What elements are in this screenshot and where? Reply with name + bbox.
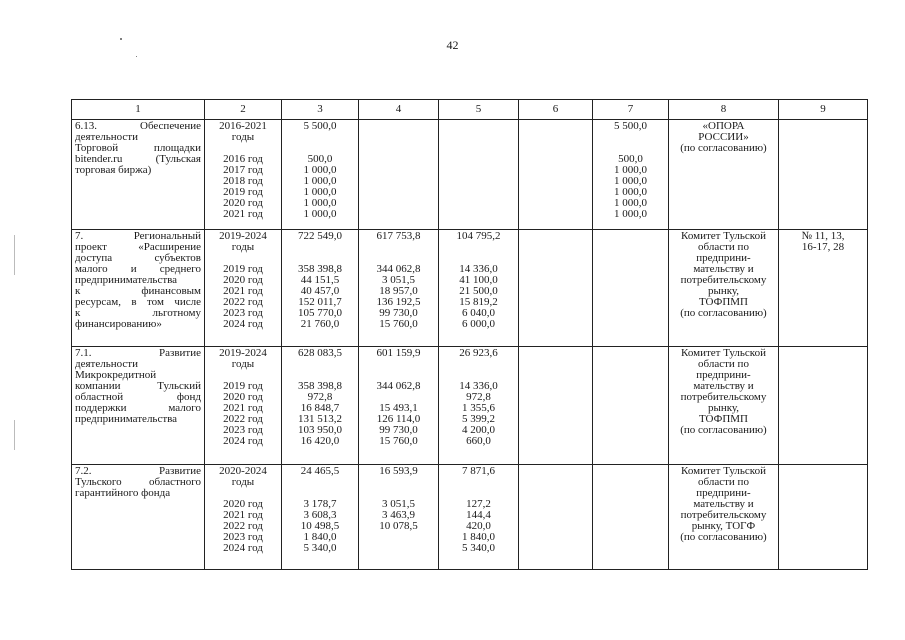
cell-value: 18 957,0 xyxy=(379,285,418,297)
cell-value: 2020 год xyxy=(223,498,263,510)
cell-value: 2023 год xyxy=(223,424,263,436)
cell-value xyxy=(442,359,515,370)
cell-value: 14 336,0 xyxy=(459,263,498,275)
responsible-executor-cell xyxy=(669,465,779,570)
cell-value xyxy=(362,532,435,543)
cell-value: 16 593,9 xyxy=(379,465,418,477)
executor-line: (по согласованию) xyxy=(680,531,767,543)
header-cell: 2 xyxy=(205,100,282,120)
regional-budget-cell xyxy=(439,347,519,465)
cell-value: 2018 год xyxy=(223,175,263,187)
activity-name-line: областной фонд xyxy=(75,391,201,403)
indicator-line: 16-17, 28 xyxy=(801,241,845,253)
executor-line: потребительскому xyxy=(680,274,767,286)
cell-value: 1 000,0 xyxy=(303,197,337,209)
cell-value: 2022 год xyxy=(223,520,263,532)
cell-value: 3 608,3 xyxy=(303,509,337,521)
cell-value: 1 000,0 xyxy=(614,208,647,220)
cell-value: 136 192,5 xyxy=(376,296,421,308)
cell-value: 2021 год xyxy=(223,402,263,414)
local-budget-cell xyxy=(519,465,593,570)
cell-value: 972,8 xyxy=(466,391,491,403)
scan-speck xyxy=(136,56,137,57)
cell-value: 7 871,6 xyxy=(462,465,495,477)
local-budget-cell xyxy=(519,120,593,230)
activity-name-line: 7.1. Развитие xyxy=(75,347,201,359)
executor-line: рынку, xyxy=(707,285,740,297)
activity-name-line: доступа субъектов xyxy=(75,252,201,264)
activity-name-line: компании Тульский xyxy=(75,380,201,392)
activity-name-line: проект «Расширение xyxy=(75,241,201,253)
activity-name-cell xyxy=(72,465,205,570)
cell-value: 15 760,0 xyxy=(379,318,418,330)
federal-budget-cell xyxy=(359,120,439,230)
cell-value: 44 151,5 xyxy=(300,274,340,286)
cell-value xyxy=(285,242,355,253)
cell-value: 2021 год xyxy=(223,208,263,220)
cell-value: 152 011,7 xyxy=(298,296,342,308)
period-cell xyxy=(205,120,282,230)
executor-line: потребительскому xyxy=(680,391,767,403)
cell-value: 2024 год xyxy=(223,542,263,554)
header-cell: 9 xyxy=(779,100,868,120)
executor-line: Комитет Тульской xyxy=(681,465,766,477)
responsible-executor-cell xyxy=(669,120,779,230)
executor-line: предприни- xyxy=(696,487,751,499)
cell-value: 144,4 xyxy=(466,509,491,521)
header-row xyxy=(72,100,868,120)
cell-value: 2020 год xyxy=(223,274,263,286)
cell-value: 1 840,0 xyxy=(303,531,337,543)
executor-line: (по согласованию) xyxy=(680,307,767,319)
period-cell xyxy=(205,347,282,465)
activity-name-line: Микрокредитной xyxy=(75,369,157,381)
executor-line: (по согласованию) xyxy=(680,424,767,436)
executor-line: области по xyxy=(698,358,749,370)
cell-value: 2024 год xyxy=(223,318,263,330)
cell-value: 628 083,5 xyxy=(298,347,342,359)
cell-value: 1 840,0 xyxy=(462,531,495,543)
cell-value: 2024 год xyxy=(223,435,263,447)
table-row xyxy=(72,120,868,230)
other-sources-cell xyxy=(593,120,669,230)
cell-value: 127,2 xyxy=(466,498,491,510)
cell-value: 344 062,8 xyxy=(376,380,421,392)
cell-value: 2017 год xyxy=(223,164,263,176)
executor-line: рынку, ТОГФ xyxy=(691,520,756,532)
cell-value xyxy=(285,477,355,488)
executor-line: ТОФПМП xyxy=(698,413,748,425)
executor-line: рынку, xyxy=(707,402,740,414)
executor-line: Комитет Тульской xyxy=(681,347,766,359)
cell-value: 5 399,2 xyxy=(462,413,495,425)
cell-value: 10 078,5 xyxy=(379,520,418,532)
cell-value: 2023 год xyxy=(223,307,263,319)
cell-value: годы xyxy=(231,131,255,143)
cell-value xyxy=(362,242,435,253)
cell-value: 41 100,0 xyxy=(459,274,498,286)
activity-name-line: Торговой площадки xyxy=(75,142,201,154)
cell-value: 1 000,0 xyxy=(303,208,337,220)
cell-value xyxy=(596,132,665,143)
cell-value: 2019 год xyxy=(223,186,263,198)
cell-value xyxy=(362,359,435,370)
local-budget-cell xyxy=(519,230,593,347)
cell-value: 1 000,0 xyxy=(303,175,337,187)
cell-value: 2023 год xyxy=(223,531,263,543)
table-row xyxy=(72,347,868,465)
executor-line: мательству и xyxy=(693,498,754,510)
period-cell xyxy=(205,465,282,570)
indicator-ref-cell xyxy=(779,347,868,465)
cell-value: 15 819,2 xyxy=(459,296,498,308)
executor-line: потребительскому xyxy=(680,509,767,521)
page-number: 42 xyxy=(446,38,459,52)
activity-name-line: малого и среднего xyxy=(75,263,201,275)
cell-value: 21 760,0 xyxy=(300,318,340,330)
regional-budget-cell xyxy=(439,230,519,347)
header-cell: 7 xyxy=(593,100,669,120)
cell-value: 2016-2021 xyxy=(219,120,267,132)
cell-value: 10 498,5 xyxy=(300,520,340,532)
executor-line: Комитет Тульской xyxy=(681,230,766,242)
cell-value: 5 340,0 xyxy=(303,542,337,554)
cell-value: 1 000,0 xyxy=(303,186,337,198)
activity-name-line: 7.2. Развитие xyxy=(75,465,201,477)
executor-line: ТОФПМП xyxy=(698,296,748,308)
activity-name-line: торговая биржа) xyxy=(75,164,152,176)
cell-value: 1 000,0 xyxy=(614,186,647,198)
activity-name-cell xyxy=(72,230,205,347)
cell-value: годы xyxy=(231,358,255,370)
cell-value: 358 398,8 xyxy=(298,380,342,392)
margin-mark xyxy=(14,235,15,275)
cell-value: 3 463,9 xyxy=(382,509,415,521)
cell-value: 2019-2024 xyxy=(219,347,267,359)
cell-value: 16 848,7 xyxy=(300,402,340,414)
indicator-ref-cell xyxy=(779,230,868,347)
cell-value: 500,0 xyxy=(618,153,643,165)
responsible-executor-cell xyxy=(669,347,779,465)
header-cell: 5 xyxy=(439,100,519,120)
cell-value xyxy=(285,359,355,370)
header-cell: 8 xyxy=(669,100,779,120)
cell-value: 617 753,8 xyxy=(376,230,421,242)
cell-value xyxy=(362,543,435,554)
scan-speck xyxy=(120,38,122,40)
activity-name-cell xyxy=(72,347,205,465)
federal-budget-cell xyxy=(359,465,439,570)
executor-line: мательству и xyxy=(693,263,754,275)
header-cell: 1 xyxy=(72,100,205,120)
cell-value: 5 500,0 xyxy=(614,120,647,132)
local-budget-cell xyxy=(519,347,593,465)
cell-value: 601 159,9 xyxy=(376,347,421,359)
activity-name-line: предпринимательства xyxy=(75,413,178,425)
cell-value: 5 500,0 xyxy=(303,120,337,132)
cell-value: 660,0 xyxy=(466,435,491,447)
cell-value: 2020-2024 xyxy=(219,465,267,477)
cell-value: 15 760,0 xyxy=(379,435,418,447)
executor-line: предприни- xyxy=(696,252,751,264)
cell-value: 126 114,0 xyxy=(376,413,421,425)
cell-value: 131 513,2 xyxy=(298,413,342,425)
cell-value: 2021 год xyxy=(223,509,263,521)
cell-value: 99 730,0 xyxy=(379,307,418,319)
activity-name-line: ресурсам, в том числе xyxy=(75,296,201,308)
indicator-ref-cell xyxy=(779,465,868,570)
cell-value: годы xyxy=(231,476,255,488)
cell-value: 26 923,6 xyxy=(459,347,498,359)
executor-line: РОССИИ» xyxy=(698,131,749,143)
period-cell xyxy=(205,230,282,347)
activity-name-line: деятельности xyxy=(75,131,138,143)
cell-value: 2022 год xyxy=(223,296,263,308)
program-table xyxy=(71,99,868,570)
total-amount-cell xyxy=(282,347,359,465)
activity-name-line: поддержки малого xyxy=(75,402,201,414)
cell-value: 2019 год xyxy=(223,263,263,275)
cell-value: 3 051,5 xyxy=(382,274,415,286)
cell-value: 1 000,0 xyxy=(303,164,337,176)
margin-mark xyxy=(14,420,15,450)
cell-value: 3 051,5 xyxy=(382,498,415,510)
regional-budget-cell xyxy=(439,120,519,230)
executor-line: «ОПОРА xyxy=(702,120,745,132)
federal-budget-cell xyxy=(359,230,439,347)
cell-value: 1 355,6 xyxy=(462,402,495,414)
executor-line: мательству и xyxy=(693,380,754,392)
cell-value: 2020 год xyxy=(223,197,263,209)
activity-name-line: деятельности xyxy=(75,358,138,370)
cell-value: 2019-2024 xyxy=(219,230,267,242)
responsible-executor-cell xyxy=(669,230,779,347)
federal-budget-cell xyxy=(359,347,439,465)
executor-line: (по согласованию) xyxy=(680,142,767,154)
executor-line: предприни- xyxy=(696,369,751,381)
table-row xyxy=(72,465,868,570)
indicator-line: № 11, 13, xyxy=(801,230,845,242)
header-cell: 3 xyxy=(282,100,359,120)
activity-name-line: к льготному xyxy=(75,307,201,319)
regional-budget-cell xyxy=(439,465,519,570)
cell-value: 2016 год xyxy=(223,153,263,165)
cell-value xyxy=(362,477,435,488)
activity-name-line: к финансовым xyxy=(75,285,201,297)
cell-value: 1 000,0 xyxy=(614,197,647,209)
header-cell: 4 xyxy=(359,100,439,120)
cell-value: 1 000,0 xyxy=(614,164,647,176)
cell-value: годы xyxy=(231,241,255,253)
total-amount-cell xyxy=(282,230,359,347)
cell-value: 500,0 xyxy=(307,153,333,165)
other-sources-cell xyxy=(593,347,669,465)
cell-value xyxy=(442,477,515,488)
cell-value xyxy=(442,242,515,253)
cell-value: 1 000,0 xyxy=(614,175,647,187)
executor-line: области по xyxy=(698,476,749,488)
activity-name-line: гарантийного фонда xyxy=(75,487,171,499)
cell-value: 3 178,7 xyxy=(303,498,337,510)
cell-value: 103 950,0 xyxy=(298,424,342,436)
cell-value: 14 336,0 xyxy=(459,380,498,392)
cell-value: 972,8 xyxy=(307,391,333,403)
activity-name-line: финансированию» xyxy=(75,318,162,330)
activity-name-line: 6.13. Обеспечение xyxy=(75,120,201,132)
activity-name-line: 7. Региональный xyxy=(75,230,201,242)
total-amount-cell xyxy=(282,465,359,570)
cell-value: 105 770,0 xyxy=(298,307,342,319)
cell-value: 15 493,1 xyxy=(379,402,418,414)
cell-value: 2019 год xyxy=(223,380,263,392)
cell-value: 40 457,0 xyxy=(300,285,340,297)
table-row xyxy=(72,230,868,347)
cell-value xyxy=(285,132,355,143)
total-amount-cell xyxy=(282,120,359,230)
header-cell: 6 xyxy=(519,100,593,120)
cell-value: 358 398,8 xyxy=(298,263,342,275)
executor-line: области по xyxy=(698,241,749,253)
cell-value: 2020 год xyxy=(223,391,263,403)
cell-value: 4 200,0 xyxy=(462,424,495,436)
cell-value: 6 040,0 xyxy=(462,307,495,319)
cell-value: 6 000,0 xyxy=(462,318,495,330)
cell-value: 344 062,8 xyxy=(376,263,421,275)
activity-name-cell xyxy=(72,120,205,230)
cell-value: 420,0 xyxy=(466,520,491,532)
activity-name-line: Тульского областного xyxy=(75,476,201,488)
other-sources-cell xyxy=(593,230,669,347)
activity-name-line: предпринимательства xyxy=(75,274,178,286)
other-sources-cell xyxy=(593,465,669,570)
indicator-ref-cell xyxy=(779,120,868,230)
cell-value: 2022 год xyxy=(223,413,263,425)
cell-value: 5 340,0 xyxy=(462,542,495,554)
cell-value: 21 500,0 xyxy=(459,285,498,297)
activity-name-line: bitender.ru (Тульская xyxy=(75,153,201,165)
cell-value: 2021 год xyxy=(223,285,263,297)
cell-value: 99 730,0 xyxy=(379,424,418,436)
cell-value: 16 420,0 xyxy=(300,435,340,447)
cell-value: 104 795,2 xyxy=(456,230,501,242)
cell-value: 24 465,5 xyxy=(300,465,340,477)
cell-value: 722 549,0 xyxy=(298,230,342,242)
